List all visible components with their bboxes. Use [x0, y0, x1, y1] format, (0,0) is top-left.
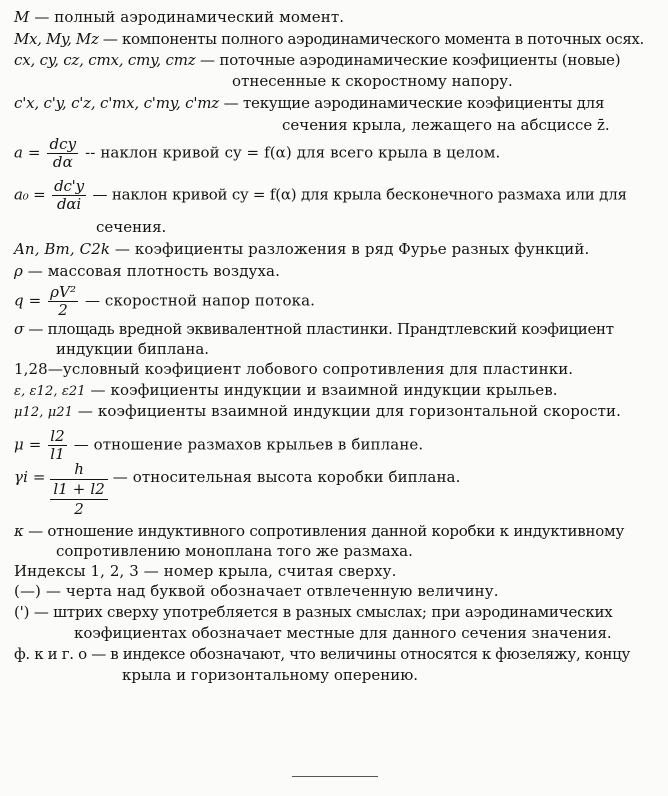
entry-flat-plate-area-continuation: индукции биплана. [56, 340, 210, 358]
fraction-denominator: dα [52, 153, 73, 171]
symbol: Индексы 1, 2, 3 [14, 562, 139, 580]
definition: — коэфициенты взаимной индукции для горизонтальной скорости. [77, 402, 621, 420]
definition: — полный аэродинамический момент. [34, 8, 345, 26]
symbol: (—) [14, 582, 42, 600]
fraction [48, 428, 67, 463]
entry-flat-plate-area [14, 320, 658, 339]
formula-lhs: q = [14, 291, 42, 310]
entry-dynamic-pressure [14, 284, 658, 319]
definition: — относительная высота коробки биплана. [112, 468, 461, 486]
fraction [52, 178, 86, 213]
definition: — поточные аэродинамические коэфициенты (новые) [200, 51, 621, 69]
definition: — черта над буквой обозначает отвлеченную величину. [45, 582, 499, 600]
formula-lhs: μ = [14, 435, 42, 454]
fraction-denominator: l1 + l2 [50, 480, 108, 500]
entry-flow-coefficients-continuation: отнесенные к скоростному напору. [232, 72, 513, 90]
formula-lhs: γi = [14, 468, 46, 486]
fraction-numerator: h [50, 460, 108, 480]
entry-infinite-span-slope [14, 178, 658, 213]
entry-span-ratio [14, 428, 658, 463]
entry-subscript-letters [14, 645, 658, 664]
entry-prime-continuation: коэфициентах обозначает местные для данного сечения значения. [74, 624, 612, 642]
definition: — компоненты полного аэродинамического момента в поточных осях. [102, 30, 644, 48]
entry-mutual-induction [14, 402, 658, 422]
formula-lhs: a₀ = [14, 185, 46, 204]
fraction [47, 136, 78, 171]
definition: — площадь вредной эквивалентной пластинки. Прандтлевский коэфициент [28, 320, 614, 338]
symbol: c'x, c'y, c'z, c'mx, c'my, c'mz [14, 94, 219, 112]
entry-lift-slope [14, 136, 658, 171]
entry-flow-coefficients [14, 51, 658, 70]
symbol: cx, cy, cz, cmx, cmy, cmz [14, 51, 196, 69]
symbol: An, Bm, C2k [14, 240, 111, 258]
entry-moment-components [14, 30, 658, 49]
definition: — отношение индуктивного сопротивления данной коробки к индуктивному [28, 522, 625, 540]
fraction-numerator: dc'y [54, 177, 84, 195]
symbol: (') [14, 603, 30, 621]
definition: -- наклон кривой cy = f(α) для всего крыла в целом. [85, 143, 501, 162]
entry-relative-height [14, 460, 658, 519]
definition: — наклон кривой cy = f(α) для крыла бесконечного размаха или для [92, 185, 627, 204]
footer-rule [292, 776, 378, 777]
fraction-numerator: dcy [49, 135, 77, 153]
entry-subscript-letters-continuation: крыла и горизонтальному оперению. [122, 666, 419, 684]
fraction-numerator: ρV² [50, 283, 77, 301]
entry-air-density [14, 262, 658, 281]
definition: — номер крыла, считая сверху. [143, 562, 397, 580]
definition: — штрих сверху употребляется в разных смыслах; при аэродинамических [33, 603, 613, 621]
symbol: μ12, μ21 [14, 405, 74, 420]
definition: — отношение размахов крыльев в биплане. [73, 435, 424, 454]
symbol: 1,28 [14, 360, 48, 378]
entry-local-coefficients [14, 94, 658, 113]
symbol: ρ [14, 262, 23, 280]
entry-induced-drag-ratio [14, 522, 658, 541]
entry-prime [14, 603, 658, 622]
symbol: Mx, My, Mz [14, 30, 99, 48]
entry-indices [14, 562, 658, 581]
fraction [48, 284, 78, 319]
definition: —условный коэфициент лобового сопротивления для пластинки. [47, 360, 574, 378]
fraction [50, 460, 108, 519]
entry-drag-coefficient [14, 360, 658, 379]
fraction-denominator: l1 [50, 445, 65, 463]
definition: — коэфициенты индукции и взаимной индукции крыльев. [90, 381, 558, 399]
definition: — в индексе обозначают, что величины относятся к фюзеляжу, концу [91, 645, 630, 663]
definition: — текущие аэродинамические коэфициенты для [223, 94, 605, 112]
symbol: κ [14, 522, 24, 540]
fraction-denominator: dαi [57, 195, 81, 213]
entry-infinite-span-slope-continuation: сечения. [96, 218, 167, 236]
formula-lhs: a = [14, 143, 41, 162]
definition: — коэфициенты разложения в ряд Фурье разных функций. [114, 240, 590, 258]
symbol: M [14, 8, 30, 26]
fraction-denominator-divisor: 2 [74, 500, 84, 518]
symbol: ф. к и г. о [14, 645, 87, 663]
entry-overbar [14, 582, 658, 601]
entry-full-moment [14, 8, 658, 27]
entry-induced-drag-ratio-continuation: сопротивлению моноплана того же размаха. [56, 542, 413, 560]
entry-induction-coefficients [14, 381, 658, 401]
definition: — массовая плотность воздуха. [27, 262, 280, 280]
fraction-numerator: l2 [50, 427, 65, 445]
entry-local-coefficients-continuation: сечения крыла, лежащего на абсциссе z̄. [282, 116, 610, 134]
symbol: σ [14, 320, 24, 338]
symbol: ε, ε12, ε21 [14, 384, 86, 399]
entry-fourier-coefficients [14, 240, 658, 259]
definition: — скоростной напор потока. [84, 291, 316, 310]
fraction-denominator: 2 [58, 301, 68, 319]
